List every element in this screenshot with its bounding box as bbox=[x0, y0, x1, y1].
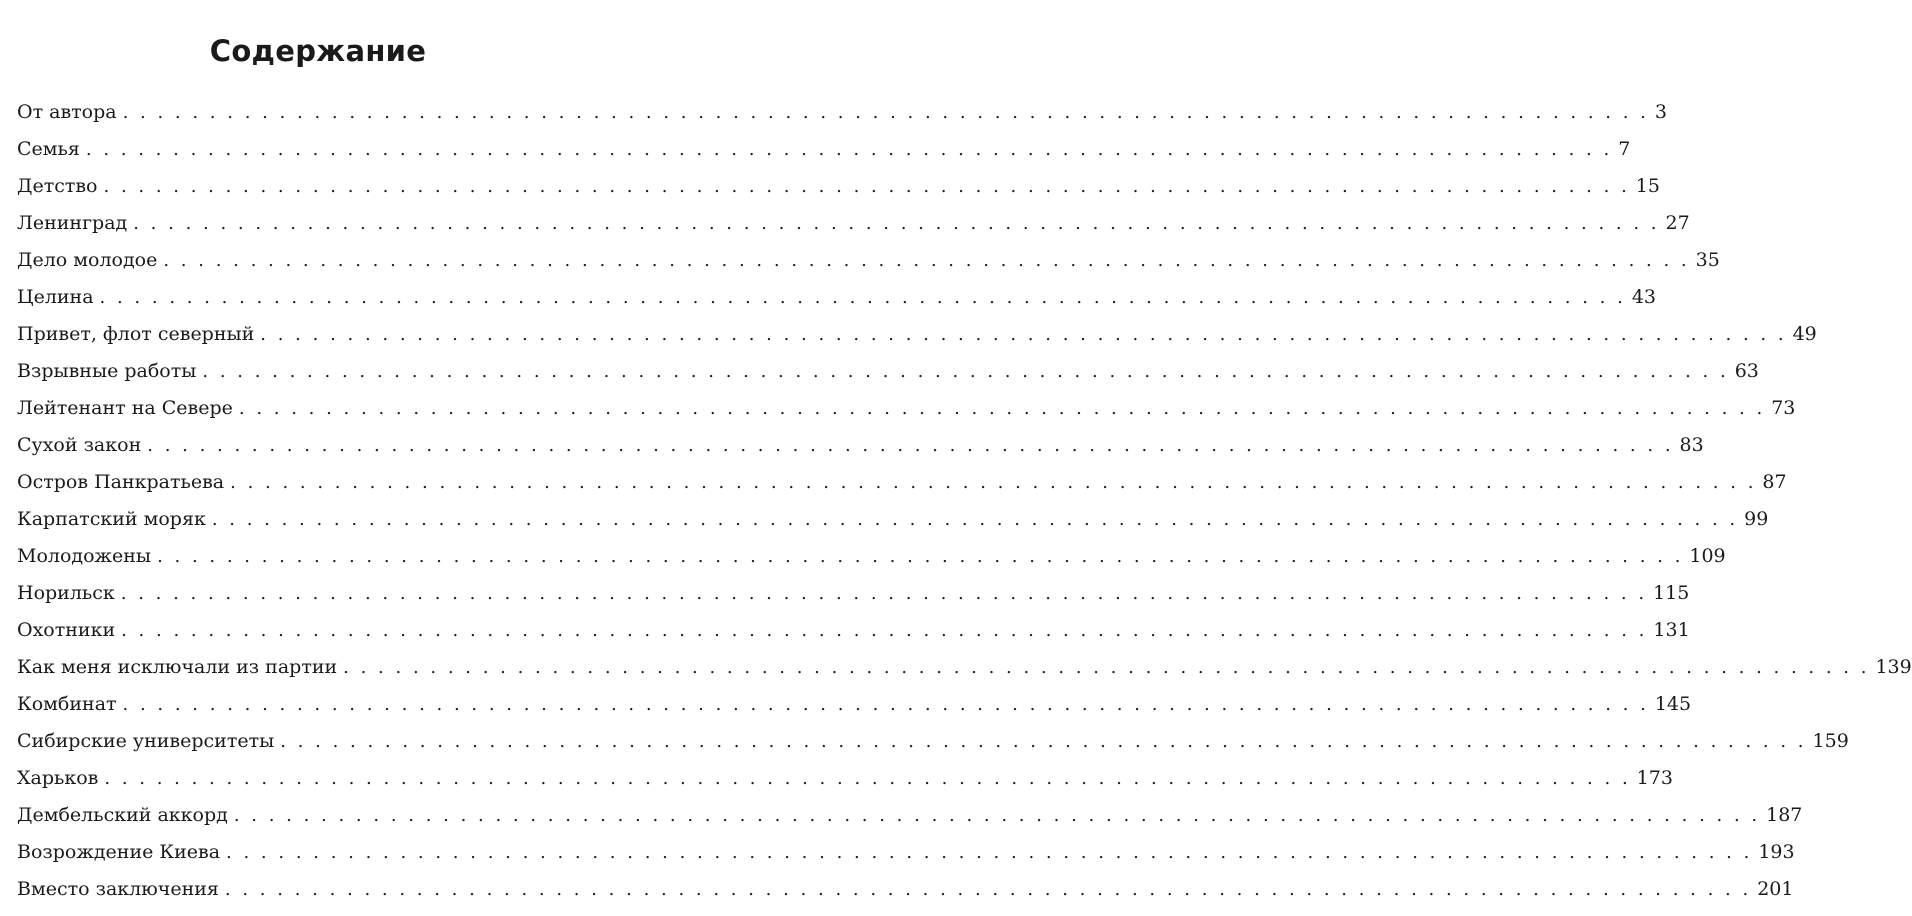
entry-page-number: 87 bbox=[1762, 471, 1787, 493]
entry-page-number: 139 bbox=[1875, 656, 1912, 678]
entry-title: Лейтенант на Севере bbox=[17, 397, 233, 419]
toc-entry bbox=[17, 427, 1704, 464]
dot-leader: . . . . . . . . . . . . . . . . . . . . . . . . . . . . . . . . . . . . . . . . . . . . . . . . . . . . . . . . . . . . . . . . . . . . . . . . . . . . . . . . . . . . . . . . bbox=[103, 176, 1630, 197]
toc-entry bbox=[17, 390, 1796, 427]
entry-title: Целина bbox=[17, 286, 94, 308]
entry-page-number: 83 bbox=[1679, 434, 1704, 456]
toc-heading: Содержание bbox=[209, 34, 427, 69]
entry-title: Дембельский аккорд bbox=[17, 804, 228, 826]
toc-entry bbox=[17, 797, 1803, 834]
dot-leader: . . . . . . . . . . . . . . . . . . . . . . . . . . . . . . . . . . . . . . . . . . . . . . . . . . . . . . . . . . . . . . . . . . . . . . . . . . . . . . . . . . . . . . . . bbox=[121, 620, 1648, 641]
toc-entry bbox=[17, 686, 1692, 723]
dot-leader: . . . . . . . . . . . . . . . . . . . . . . . . . . . . . . . . . . . . . . . . . . . . . . . . . . . . . . . . . . . . . . . . . . . . . . . . . . . . . . . . . . . . . . . . bbox=[211, 509, 1739, 530]
toc-entry bbox=[17, 575, 1690, 612]
entry-title: Как меня исключали из партии bbox=[17, 656, 338, 678]
toc-entry bbox=[17, 612, 1690, 649]
toc-list bbox=[17, 94, 1912, 908]
entry-page-number: 3 bbox=[1654, 101, 1667, 123]
entry-title: Молодожены bbox=[17, 545, 152, 567]
toc-entry bbox=[17, 242, 1720, 279]
entry-page-number: 173 bbox=[1636, 767, 1673, 789]
dot-leader: . . . . . . . . . . . . . . . . . . . . . . . . . . . . . . . . . . . . . . . . . . . . . . . . . . . . . . . . . . . . . . . . . . . . . . . . . . . . . . . . . . . . . . . . bbox=[104, 768, 1631, 789]
dot-leader: . . . . . . . . . . . . . . . . . . . . . . . . . . . . . . . . . . . . . . . . . . . . . . . . . . . . . . . . . . . . . . . . . . . . . . . . . . . . . . . . . . . . . . . . bbox=[226, 842, 1753, 863]
entry-title: Норильск bbox=[17, 582, 115, 604]
toc-entry bbox=[17, 760, 1673, 797]
entry-page-number: 7 bbox=[1618, 138, 1631, 160]
entry-title: Вместо заключения bbox=[17, 878, 219, 900]
entry-title: Дело молодое bbox=[17, 249, 158, 271]
dot-leader: . . . . . . . . . . . . . . . . . . . . . . . . . . . . . . . . . . . . . . . . . . . . . . . . . . . . . . . . . . . . . . . . . . . . . . . . . . . . . . . . . . . . . . . . bbox=[163, 250, 1690, 271]
dot-leader: . . . . . . . . . . . . . . . . . . . . . . . . . . . . . . . . . . . . . . . . . . . . . . . . . . . . . . . . . . . . . . . . . . . . . . . . . . . . . . . . . . . . . . . . bbox=[202, 361, 1729, 382]
entry-page-number: 201 bbox=[1757, 878, 1794, 900]
toc-entry bbox=[17, 168, 1660, 205]
entry-title: Ленинград bbox=[17, 212, 128, 234]
dot-leader: . . . . . . . . . . . . . . . . . . . . . . . . . . . . . . . . . . . . . . . . . . . . . . . . . . . . . . . . . . . . . . . . . . . . . . . . . . . . . . . . . . . . . . . . bbox=[99, 287, 1626, 308]
entry-title: Взрывные работы bbox=[17, 360, 197, 382]
entry-title: Семья bbox=[17, 138, 80, 160]
dot-leader: . . . . . . . . . . . . . . . . . . . . . . . . . . . . . . . . . . . . . . . . . . . . . . . . . . . . . . . . . . . . . . . . . . . . . . . . . . . . . . . . . . . . . . . . bbox=[122, 102, 1649, 123]
entry-page-number: 99 bbox=[1744, 508, 1769, 530]
entry-page-number: 109 bbox=[1689, 545, 1726, 567]
entry-page-number: 187 bbox=[1766, 804, 1803, 826]
dot-leader: . . . . . . . . . . . . . . . . . . . . . . . . . . . . . . . . . . . . . . . . . . . . . . . . . . . . . . . . . . . . . . . . . . . . . . . . . . . . . . . . . . . . . . . . bbox=[133, 213, 1660, 234]
entry-page-number: 73 bbox=[1771, 397, 1796, 419]
entry-page-number: 63 bbox=[1734, 360, 1759, 382]
toc-entry bbox=[17, 131, 1631, 168]
dot-leader: . . . . . . . . . . . . . . . . . . . . . . . . . . . . . . . . . . . . . . . . . . . . . . . . . . . . . . . . . . . . . . . . . . . . . . . . . . . . . . . . . . . . . . . . bbox=[230, 472, 1757, 493]
entry-title: Карпатский моряк bbox=[17, 508, 206, 530]
toc-entry bbox=[17, 94, 1667, 131]
entry-title: Харьков bbox=[17, 767, 99, 789]
entry-title: Комбинат bbox=[17, 693, 117, 715]
dot-leader: . . . . . . . . . . . . . . . . . . . . . . . . . . . . . . . . . . . . . . . . . . . . . . . . . . . . . . . . . . . . . . . . . . . . . . . . . . . . . . . . . . . . . . . . bbox=[343, 657, 1870, 678]
entry-title: Охотники bbox=[17, 619, 116, 641]
entry-page-number: 35 bbox=[1695, 249, 1720, 271]
entry-page-number: 27 bbox=[1665, 212, 1690, 234]
entry-title: От автора bbox=[17, 101, 117, 123]
toc-entry bbox=[17, 464, 1787, 501]
toc-entry bbox=[17, 501, 1769, 538]
entry-page-number: 159 bbox=[1812, 730, 1849, 752]
entry-page-number: 131 bbox=[1653, 619, 1690, 641]
dot-leader: . . . . . . . . . . . . . . . . . . . . . . . . . . . . . . . . . . . . . . . . . . . . . . . . . . . . . . . . . . . . . . . . . . . . . . . . . . . . . . . . . . . . . . . . bbox=[224, 879, 1752, 900]
entry-title: Привет, флот северный bbox=[17, 323, 255, 345]
toc-entry bbox=[17, 205, 1690, 242]
toc-entry bbox=[17, 279, 1657, 316]
entry-page-number: 193 bbox=[1758, 841, 1795, 863]
entry-title: Сибирские университеты bbox=[17, 730, 275, 752]
toc-entry bbox=[17, 649, 1912, 686]
entry-title: Сухой закон bbox=[17, 434, 142, 456]
dot-leader: . . . . . . . . . . . . . . . . . . . . . . . . . . . . . . . . . . . . . . . . . . . . . . . . . . . . . . . . . . . . . . . . . . . . . . . . . . . . . . . . . . . . . . . . bbox=[85, 139, 1613, 160]
toc-entry bbox=[17, 353, 1759, 390]
toc-entry bbox=[17, 834, 1795, 871]
entry-title: Детство bbox=[17, 175, 98, 197]
toc-entry bbox=[17, 316, 1817, 353]
dot-leader: . . . . . . . . . . . . . . . . . . . . . . . . . . . . . . . . . . . . . . . . . . . . . . . . . . . . . . . . . . . . . . . . . . . . . . . . . . . . . . . . . . . . . . . . bbox=[238, 398, 1766, 419]
dot-leader: . . . . . . . . . . . . . . . . . . . . . . . . . . . . . . . . . . . . . . . . . . . . . . . . . . . . . . . . . . . . . . . . . . . . . . . . . . . . . . . . . . . . . . . . bbox=[147, 435, 1674, 456]
entry-title: Остров Панкратьева bbox=[17, 471, 225, 493]
entry-page-number: 49 bbox=[1792, 323, 1817, 345]
entry-page-number: 145 bbox=[1654, 693, 1692, 715]
dot-leader: . . . . . . . . . . . . . . . . . . . . . . . . . . . . . . . . . . . . . . . . . . . . . . . . . . . . . . . . . . . . . . . . . . . . . . . . . . . . . . . . . . . . . . . . bbox=[260, 324, 1787, 345]
entry-title: Возрождение Киева bbox=[17, 841, 221, 863]
entry-page-number: 15 bbox=[1635, 175, 1660, 197]
dot-leader: . . . . . . . . . . . . . . . . . . . . . . . . . . . . . . . . . . . . . . . . . . . . . . . . . . . . . . . . . . . . . . . . . . . . . . . . . . . . . . . . . . . . . . . . bbox=[233, 805, 1761, 826]
toc-entry bbox=[17, 871, 1794, 908]
dot-leader: . . . . . . . . . . . . . . . . . . . . . . . . . . . . . . . . . . . . . . . . . . . . . . . . . . . . . . . . . . . . . . . . . . . . . . . . . . . . . . . . . . . . . . . . bbox=[120, 583, 1648, 604]
entry-page-number: 43 bbox=[1631, 286, 1657, 308]
toc-entry bbox=[17, 538, 1726, 575]
toc-entry bbox=[17, 723, 1849, 760]
dot-leader: . . . . . . . . . . . . . . . . . . . . . . . . . . . . . . . . . . . . . . . . . . . . . . . . . . . . . . . . . . . . . . . . . . . . . . . . . . . . . . . . . . . . . . . . bbox=[280, 731, 1807, 752]
dot-leader: . . . . . . . . . . . . . . . . . . . . . . . . . . . . . . . . . . . . . . . . . . . . . . . . . . . . . . . . . . . . . . . . . . . . . . . . . . . . . . . . . . . . . . . . bbox=[157, 546, 1684, 567]
entry-page-number: 115 bbox=[1653, 582, 1690, 604]
dot-leader: . . . . . . . . . . . . . . . . . . . . . . . . . . . . . . . . . . . . . . . . . . . . . . . . . . . . . . . . . . . . . . . . . . . . . . . . . . . . . . . . . . . . . . . . bbox=[122, 694, 1649, 715]
